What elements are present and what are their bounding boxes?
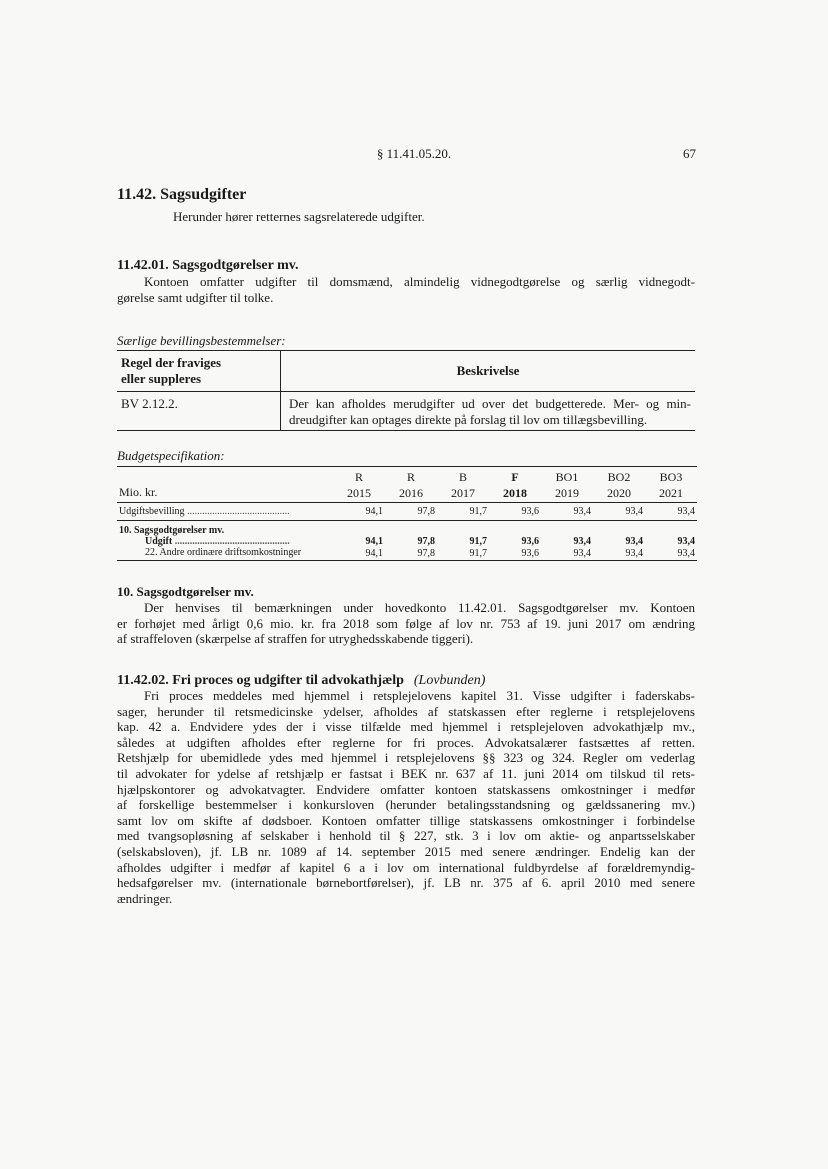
cell-value: 91,7 [469,506,487,517]
section-body-11-42-02 [117,688,695,906]
cell-value: 91,7 [469,536,487,547]
budget-row-22 [117,547,697,561]
cell-value: 93,4 [625,506,643,517]
cell-value: 93,4 [625,548,643,559]
body-line: af forskellige bestemmelser i konkursloven (herunder betalingsstandsning og gældssanering mv.) [117,797,695,813]
section-title-text: 11.42.02. Fri proces og udgifter til advokathjælp [117,673,404,688]
rules-col-regel-line2: eller suppleres [121,371,202,386]
cell-value: 93,4 [677,536,695,547]
cell-value: 93,6 [521,548,539,559]
body-line: til advokater for ydelse af retshjælp er fastsat i BEK nr. 637 af 11. juni 2014 om tilskud til rets- [117,765,695,781]
cell-value: 93,4 [573,548,591,559]
body-line: hjælpskontorer og advokatvagter. Endvidere omfatter kontoen statskassens omkostninger i medfør [117,781,695,797]
body-line: Der henvises til bemærkningen under hovedkonto 11.42.01. Sagsgodtgørelser mv. Kontoen [144,600,695,615]
rules-desc-line2: dreudgifter kan optages direkte på forslag til lov om tillægsbevilling. [289,412,648,427]
group-label: 10. Sagsgodtgørelser mv. [119,525,225,536]
section-intro-11-42: Herunder hører retternes sagsrelaterede udgifter. [173,209,425,224]
rules-row [117,392,695,431]
budget-row-udgift [117,536,697,547]
budget-row-udgiftsbevilling [117,503,697,521]
budget-header-row-kind [117,467,697,486]
cell-value: 93,6 [521,506,539,517]
section-body-11-42-01 [117,274,695,305]
body-line: Fri proces meddeles med hjemmel i retsplejelovens kapitel 31. Visse udgifter i faderskabs- [144,688,695,703]
body-line: (selskabsloven), jf. LB nr. 1089 af 14. september 2015 med senere ændringer. Endelig kan der [117,843,695,859]
row-label: Udgift .............................................. [145,536,290,547]
row-label: Udgiftsbevilling ......................................... [119,506,290,517]
body-line: afholdes udgifter i medfør af kapitel 6 a i lov om international fuldbyrdelse af forældremyndig- [117,859,695,875]
body-line: Retshjælp for ubemidlede ydes med hjemmel i retsplejelovens §§ 323 og 324. Regler om vederlag [117,750,695,766]
body-line: kap. 42 a. Endvidere ydes der i visse tilfælde med hjemmel i retsplejeloven advokathjælp mv., [117,719,695,735]
body-line: samt lov om skifte af dødsboer. Kontoen omfatter tillige statskassens omkostninger i forbindelse [117,812,695,828]
body-line: Kontoen omfatter udgifter til domsmænd, almindelig vidnegodtgørelse og særlig vidnegodt- [144,274,695,289]
section-title-11-42-01: 11.42.01. Sagsgodtgørelser mv. [117,258,299,273]
cell-value: 93,4 [677,506,695,517]
col-kind: R [406,470,415,484]
cell-value: 97,8 [417,536,435,547]
cell-value: 93,4 [573,536,591,547]
budget-heading: Budgetspecifikation: [117,448,225,463]
section-title-11-42-02 [117,671,485,689]
cell-value: 94,1 [365,548,383,559]
section-tag: (Lovbunden) [413,673,486,688]
rules-heading: Særlige bevillingsbestemmelser: [117,333,286,348]
cell-value: 94,1 [365,536,383,547]
body-line: hedsafgørelser mv. (internationale børnebortførelser), jf. LB nr. 375 af 6. april 2010 med senere [117,875,695,891]
page-number: 67 [683,146,696,161]
cell-value: 94,1 [365,506,383,517]
cell-value: 93,4 [573,506,591,517]
body-line: er forhøjet med årligt 0,6 mio. kr. fra 2018 som følge af lov nr. 753 af 19. juni 2017 om ændring [117,615,695,631]
rules-table [117,350,695,431]
body-line: sager, herunder til retsmedicinske ydelser, afholdes af statskassen efter reglerne i retsplejelovens [117,703,695,719]
budget-group-row [117,521,697,537]
rules-col-beskrivelse: Beskrivelse [456,363,520,378]
rules-desc-line1: Der kan afholdes merudgifter ud over det budgetterede. Mer- og min- [289,396,691,411]
col-kind: F [511,470,519,484]
col-kind: BO1 [555,470,579,484]
budget-header-row-year [117,485,697,503]
cell-value: 93,4 [677,548,695,559]
body-line: gørelse samt udgifter til tolke. [117,289,274,305]
col-kind: BO2 [607,470,631,484]
col-year: 2015 [347,486,371,500]
col-kind: R [354,470,363,484]
body-line: ændringer. [117,890,173,906]
body-line: således at udgiften afholdes efter reglerne for fri proces. Advokatsalærer fastsættes af retten. [117,734,695,750]
note-body-10 [117,600,695,647]
col-year: 2018 [503,486,527,500]
col-year: 2016 [399,486,423,500]
cell-value: 97,8 [417,548,435,559]
col-kind: B [458,470,467,484]
rules-col-regel [117,351,281,392]
cell-value: 91,7 [469,548,487,559]
body-line: med tvangsopløsning af selskaber i henhold til § 227, stk. 3 i lov om aktie- og anpartsselskaber [117,828,695,844]
col-year: 2017 [451,486,475,500]
col-kind: BO3 [659,470,683,484]
rules-header-row [117,351,695,392]
cell-value: 93,4 [625,536,643,547]
section-title-11-42: 11.42. Sagsudgifter [117,186,247,203]
cell-value: 97,8 [417,506,435,517]
rules-cell-description [281,392,696,431]
cell-value: 93,6 [521,536,539,547]
rules-cell-rule: BV 2.12.2. [117,392,281,431]
budget-table [117,466,697,561]
col-year: 2019 [555,486,579,500]
running-head: § 11.41.05.20. [376,146,452,161]
note-title-10: 10. Sagsgodtgørelser mv. [117,584,254,599]
col-year: 2020 [607,486,631,500]
col-year: 2021 [659,486,683,500]
budget-unit: Mio. kr. [119,485,158,499]
rules-col-regel-line1: Regel der fraviges [121,355,222,370]
row-label: 22. Andre ordinære driftsomkostninger [145,547,302,558]
body-line: af straffeloven (skærpelse af straffen for utryghedsskabende tiggeri). [117,631,474,647]
